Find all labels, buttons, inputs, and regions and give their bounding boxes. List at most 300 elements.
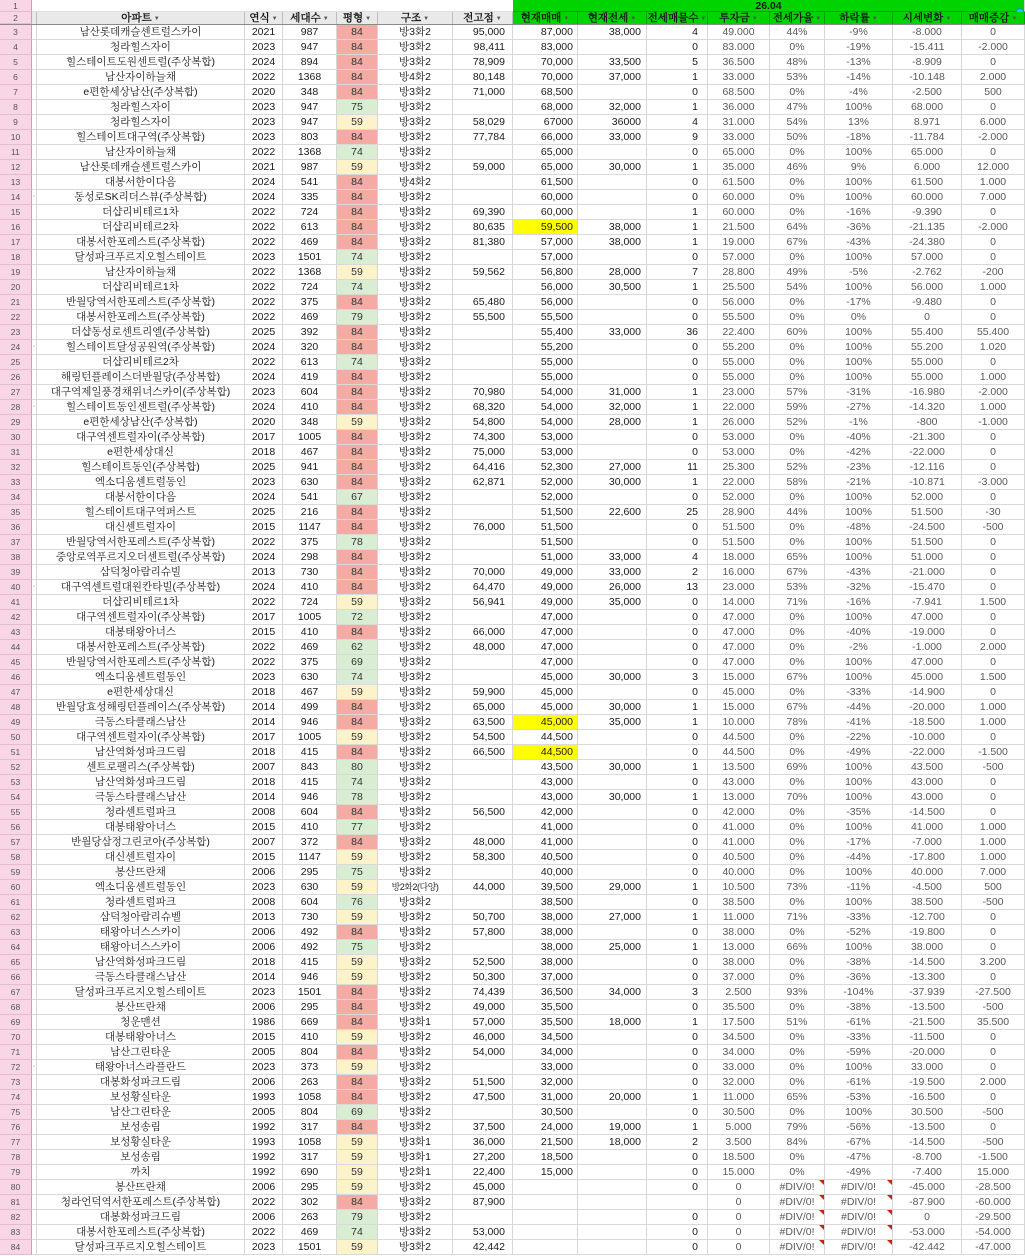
cell-drop-rate[interactable]: -4%: [825, 85, 893, 100]
cell-apartment[interactable]: 청라센트럴파크: [37, 895, 245, 910]
cell-apartment[interactable]: 대신센트럴자이: [37, 850, 245, 865]
cell-investment[interactable]: 0: [708, 1180, 770, 1195]
cell-current-sale[interactable]: 52,000: [513, 490, 578, 505]
cell-units[interactable]: 987: [283, 25, 337, 40]
cell-sale-delta[interactable]: 55.400: [962, 325, 1025, 340]
cell-sale-delta[interactable]: -1.500: [962, 1150, 1025, 1165]
cell-drop-rate[interactable]: -53%: [825, 1090, 893, 1105]
row-number[interactable]: 83: [0, 1225, 32, 1240]
cell-units[interactable]: 335: [283, 190, 337, 205]
cell-drop-rate[interactable]: 100%: [825, 790, 893, 805]
cell-jeonse-listings[interactable]: 0: [647, 370, 708, 385]
cell-size[interactable]: 84: [337, 55, 378, 70]
row-number[interactable]: 59: [0, 865, 32, 880]
cell-year[interactable]: 2024: [245, 175, 283, 190]
cell-current-jeonse[interactable]: 29,000: [578, 880, 647, 895]
cell-sale-delta[interactable]: 15.000: [962, 1165, 1025, 1180]
cell-price-change[interactable]: 47.000: [893, 655, 962, 670]
cell-size[interactable]: 84: [337, 1120, 378, 1135]
cell-drop-rate[interactable]: 100%: [825, 340, 893, 355]
cell-current-sale[interactable]: 51,500: [513, 535, 578, 550]
cell-price-change[interactable]: -9.480: [893, 295, 962, 310]
cell-sale-delta[interactable]: 0: [962, 295, 1025, 310]
cell-current-sale[interactable]: 51,000: [513, 550, 578, 565]
row-number[interactable]: 84: [0, 1240, 32, 1255]
row-number[interactable]: 32: [0, 460, 32, 475]
row-number[interactable]: 3: [0, 25, 32, 40]
cell-current-jeonse[interactable]: [578, 310, 647, 325]
row-number[interactable]: 54: [0, 790, 32, 805]
cell-investment[interactable]: 18.500: [708, 1150, 770, 1165]
cell-peak-price[interactable]: 63,500: [453, 715, 513, 730]
cell-peak-price[interactable]: 66,500: [453, 745, 513, 760]
cell-peak-price[interactable]: 76,000: [453, 520, 513, 535]
cell-structure[interactable]: 방3화2: [378, 565, 453, 580]
cell-price-change[interactable]: 55.000: [893, 370, 962, 385]
cell-peak-price[interactable]: [453, 865, 513, 880]
cell-sale-delta[interactable]: 12.000: [962, 160, 1025, 175]
cell-peak-price[interactable]: 56,500: [453, 805, 513, 820]
cell-jeonse-ratio[interactable]: 0%: [770, 655, 825, 670]
cell-current-jeonse[interactable]: 38,000: [578, 220, 647, 235]
cell-year[interactable]: 2015: [245, 625, 283, 640]
cell-sale-delta[interactable]: 0: [962, 790, 1025, 805]
cell-current-jeonse[interactable]: [578, 205, 647, 220]
cell-structure[interactable]: 방3화2: [378, 760, 453, 775]
cell-current-jeonse[interactable]: 33,000: [578, 130, 647, 145]
cell-current-sale[interactable]: 54,000: [513, 385, 578, 400]
cell-apartment[interactable]: e편한세상대신: [37, 445, 245, 460]
cell-investment[interactable]: 26.000: [708, 415, 770, 430]
cell-structure[interactable]: 방3화2: [378, 1210, 453, 1225]
cell-structure[interactable]: 방2화1: [378, 1165, 453, 1180]
cell-investment[interactable]: 40.000: [708, 865, 770, 880]
cell-units[interactable]: 392: [283, 325, 337, 340]
cell-current-sale[interactable]: 47,000: [513, 610, 578, 625]
cell-units[interactable]: 987: [283, 160, 337, 175]
row-number[interactable]: 34: [0, 490, 32, 505]
cell-size[interactable]: 84: [337, 835, 378, 850]
cell-sale-delta[interactable]: -500: [962, 760, 1025, 775]
cell-peak-price[interactable]: 58,029: [453, 115, 513, 130]
cell-structure[interactable]: 방3화2: [378, 115, 453, 130]
column-header-invest[interactable]: [708, 12, 770, 24]
row-number[interactable]: 38: [0, 550, 32, 565]
cell-investment[interactable]: 28.800: [708, 265, 770, 280]
cell-structure[interactable]: 방3화2: [378, 895, 453, 910]
column-header-ratio[interactable]: [770, 12, 825, 24]
cell-current-sale[interactable]: 53,000: [513, 445, 578, 460]
cell-jeonse-ratio[interactable]: 67%: [770, 670, 825, 685]
row-number[interactable]: 33: [0, 475, 32, 490]
cell-jeonse-ratio[interactable]: 48%: [770, 55, 825, 70]
cell-units[interactable]: 1005: [283, 730, 337, 745]
cell-size[interactable]: 84: [337, 805, 378, 820]
cell-size[interactable]: 74: [337, 250, 378, 265]
cell-current-jeonse[interactable]: [578, 250, 647, 265]
cell-units[interactable]: 804: [283, 1045, 337, 1060]
cell-investment[interactable]: 57.000: [708, 250, 770, 265]
cell-current-jeonse[interactable]: [578, 850, 647, 865]
cell-size[interactable]: 84: [337, 580, 378, 595]
cell-drop-rate[interactable]: -36%: [825, 970, 893, 985]
cell-apartment[interactable]: 대구역제일풍경채위너스카이(주상복합): [37, 385, 245, 400]
cell-drop-rate[interactable]: -61%: [825, 1015, 893, 1030]
cell-peak-price[interactable]: 87,900: [453, 1195, 513, 1210]
cell-apartment[interactable]: 보성송림: [37, 1120, 245, 1135]
cell-peak-price[interactable]: [453, 175, 513, 190]
cell-current-jeonse[interactable]: [578, 685, 647, 700]
cell-drop-rate[interactable]: -33%: [825, 910, 893, 925]
cell-drop-rate[interactable]: 100%: [825, 175, 893, 190]
cell-investment[interactable]: 32.000: [708, 1075, 770, 1090]
cell-investment[interactable]: 28.900: [708, 505, 770, 520]
cell-apartment[interactable]: 더샵동성로센트리엘(주상복합): [37, 325, 245, 340]
cell-peak-price[interactable]: 77,784: [453, 130, 513, 145]
cell-jeonse-ratio[interactable]: #DIV/0!: [770, 1180, 825, 1195]
row-number[interactable]: 22: [0, 310, 32, 325]
cell-current-jeonse[interactable]: [578, 730, 647, 745]
cell-structure[interactable]: 방3화2: [378, 1225, 453, 1240]
cell-year[interactable]: 2024: [245, 370, 283, 385]
cell-structure[interactable]: 방4화2: [378, 70, 453, 85]
row-number[interactable]: 24: [0, 340, 32, 355]
cell-investment[interactable]: 45.000: [708, 685, 770, 700]
cell-jeonse-listings[interactable]: 0: [647, 145, 708, 160]
cell-structure[interactable]: 방3화2: [378, 520, 453, 535]
cell-jeonse-listings[interactable]: 0: [647, 1225, 708, 1240]
cell-price-change[interactable]: -13.300: [893, 970, 962, 985]
cell-price-change[interactable]: 55.000: [893, 355, 962, 370]
cell-jeonse-listings[interactable]: 1: [647, 880, 708, 895]
cell-apartment[interactable]: 달성파크푸르지오힐스테이트: [37, 250, 245, 265]
filter-dropdown-icon[interactable]: ▼: [1011, 16, 1018, 22]
cell-jeonse-listings[interactable]: 1: [647, 385, 708, 400]
cell-price-change[interactable]: -45.000: [893, 1180, 962, 1195]
cell-jeonse-ratio[interactable]: 0%: [770, 1045, 825, 1060]
cell-structure[interactable]: 방3화2: [378, 370, 453, 385]
cell-jeonse-listings[interactable]: 9: [647, 130, 708, 145]
cell-price-change[interactable]: -24.380: [893, 235, 962, 250]
cell-current-sale[interactable]: 35,500: [513, 1000, 578, 1015]
cell-current-jeonse[interactable]: [578, 445, 647, 460]
cell-price-change[interactable]: 0: [893, 310, 962, 325]
cell-price-change[interactable]: -21.000: [893, 565, 962, 580]
cell-units[interactable]: 630: [283, 880, 337, 895]
cell-sale-delta[interactable]: 0: [962, 775, 1025, 790]
cell-size[interactable]: 59: [337, 730, 378, 745]
cell-year[interactable]: 2005: [245, 1105, 283, 1120]
cell-jeonse-ratio[interactable]: 0%: [770, 1000, 825, 1015]
cell-sale-delta[interactable]: 0: [962, 25, 1025, 40]
cell-price-change[interactable]: 30.500: [893, 1105, 962, 1120]
cell-drop-rate[interactable]: -5%: [825, 265, 893, 280]
cell-units[interactable]: 467: [283, 445, 337, 460]
cell-sale-delta[interactable]: 0: [962, 205, 1025, 220]
cell-current-sale[interactable]: 43,000: [513, 790, 578, 805]
cell-drop-rate[interactable]: -17%: [825, 835, 893, 850]
cell-jeonse-ratio[interactable]: 0%: [770, 1030, 825, 1045]
cell-current-jeonse[interactable]: [578, 865, 647, 880]
cell-price-change[interactable]: 51.500: [893, 535, 962, 550]
cell-size[interactable]: 84: [337, 325, 378, 340]
cell-investment[interactable]: 30.500: [708, 1105, 770, 1120]
cell-current-jeonse[interactable]: [578, 1075, 647, 1090]
cell-units[interactable]: 216: [283, 505, 337, 520]
cell-apartment[interactable]: 더샵리비테르1차: [37, 205, 245, 220]
cell-investment[interactable]: 33.000: [708, 1060, 770, 1075]
cell-units[interactable]: 410: [283, 400, 337, 415]
cell-current-jeonse[interactable]: 36000: [578, 115, 647, 130]
cell-current-jeonse[interactable]: 18,000: [578, 1015, 647, 1030]
cell-investment[interactable]: 44.500: [708, 745, 770, 760]
row-number[interactable]: 1: [0, 0, 32, 12]
cell-structure[interactable]: 방3화2: [378, 280, 453, 295]
row-number[interactable]: 18: [0, 250, 32, 265]
cell-sale-delta[interactable]: 1.000: [962, 835, 1025, 850]
cell-structure[interactable]: 방3화2: [378, 235, 453, 250]
row-number[interactable]: 39: [0, 565, 32, 580]
cell-sale-delta[interactable]: 0: [962, 940, 1025, 955]
cell-year[interactable]: 2015: [245, 850, 283, 865]
row-number[interactable]: 9: [0, 115, 32, 130]
cell-peak-price[interactable]: 59,562: [453, 265, 513, 280]
cell-peak-price[interactable]: 42,442: [453, 1240, 513, 1255]
cell-peak-price[interactable]: [453, 550, 513, 565]
cell-year[interactable]: 2024: [245, 490, 283, 505]
row-number[interactable]: 2: [0, 12, 32, 24]
cell-structure[interactable]: 방3화2: [378, 430, 453, 445]
cell-price-change[interactable]: 8.971: [893, 115, 962, 130]
cell-apartment[interactable]: 더샵리비테르2차: [37, 220, 245, 235]
cell-peak-price[interactable]: 22,400: [453, 1165, 513, 1180]
cell-peak-price[interactable]: 80,148: [453, 70, 513, 85]
cell-jeonse-listings[interactable]: 1: [647, 100, 708, 115]
cell-size[interactable]: 74: [337, 775, 378, 790]
cell-structure[interactable]: 방3화2: [378, 445, 453, 460]
cell-investment[interactable]: 55.000: [708, 355, 770, 370]
cell-structure[interactable]: 방3화2: [378, 460, 453, 475]
cell-units[interactable]: 804: [283, 1105, 337, 1120]
cell-price-change[interactable]: 38.500: [893, 895, 962, 910]
cell-price-change[interactable]: 38.000: [893, 940, 962, 955]
cell-investment[interactable]: 0: [708, 1240, 770, 1255]
cell-jeonse-ratio[interactable]: 0%: [770, 40, 825, 55]
cell-sale-delta[interactable]: -27.500: [962, 985, 1025, 1000]
cell-jeonse-listings[interactable]: 1: [647, 160, 708, 175]
row-number[interactable]: 8: [0, 100, 32, 115]
cell-apartment[interactable]: 달성파크푸르지오힐스테이트: [37, 1240, 245, 1255]
cell-price-change[interactable]: 33.000: [893, 1060, 962, 1075]
cell-price-change[interactable]: -10.148: [893, 70, 962, 85]
row-number[interactable]: 72: [0, 1060, 32, 1075]
cell-investment[interactable]: 14.000: [708, 595, 770, 610]
cell-current-jeonse[interactable]: [578, 955, 647, 970]
cell-current-sale[interactable]: 56,800: [513, 265, 578, 280]
cell-units[interactable]: 1501: [283, 250, 337, 265]
cell-price-change[interactable]: -22.000: [893, 445, 962, 460]
cell-jeonse-ratio[interactable]: 57%: [770, 385, 825, 400]
cell-price-change[interactable]: -20.000: [893, 700, 962, 715]
cell-drop-rate[interactable]: -49%: [825, 1165, 893, 1180]
cell-jeonse-listings[interactable]: 0: [647, 850, 708, 865]
cell-sale-delta[interactable]: 0: [962, 610, 1025, 625]
cell-year[interactable]: 2006: [245, 1000, 283, 1015]
cell-year[interactable]: 2007: [245, 760, 283, 775]
cell-sale-delta[interactable]: 3.200: [962, 955, 1025, 970]
cell-year[interactable]: 2014: [245, 700, 283, 715]
cell-current-sale[interactable]: 33,000: [513, 1060, 578, 1075]
cell-current-sale[interactable]: 41,000: [513, 820, 578, 835]
cell-jeonse-listings[interactable]: 0: [647, 655, 708, 670]
cell-investment[interactable]: 33.000: [708, 130, 770, 145]
cell-structure[interactable]: 방3화2: [378, 475, 453, 490]
row-number[interactable]: 47: [0, 685, 32, 700]
cell-current-jeonse[interactable]: 18,000: [578, 1135, 647, 1150]
cell-size[interactable]: 59: [337, 970, 378, 985]
row-number[interactable]: 30: [0, 430, 32, 445]
cell-price-change[interactable]: -7.400: [893, 1165, 962, 1180]
cell-jeonse-listings[interactable]: 0: [647, 310, 708, 325]
cell-jeonse-ratio[interactable]: 46%: [770, 160, 825, 175]
cell-size[interactable]: 84: [337, 475, 378, 490]
cell-apartment[interactable]: 남산역화성파크드림: [37, 745, 245, 760]
filter-dropdown-icon[interactable]: ▼: [365, 16, 372, 22]
cell-jeonse-ratio[interactable]: 66%: [770, 940, 825, 955]
cell-units[interactable]: 348: [283, 415, 337, 430]
cell-investment[interactable]: 3.500: [708, 1135, 770, 1150]
cell-jeonse-listings[interactable]: 0: [647, 340, 708, 355]
cell-sale-delta[interactable]: -1.000: [962, 415, 1025, 430]
cell-sale-delta[interactable]: 35.500: [962, 1015, 1025, 1030]
cell-current-jeonse[interactable]: 30,500: [578, 280, 647, 295]
cell-investment[interactable]: 18.000: [708, 550, 770, 565]
cell-units[interactable]: 1058: [283, 1135, 337, 1150]
cell-price-change[interactable]: -8.000: [893, 25, 962, 40]
cell-jeonse-listings[interactable]: 0: [647, 175, 708, 190]
cell-structure[interactable]: 방3화2: [378, 220, 453, 235]
row-number[interactable]: 82: [0, 1210, 32, 1225]
cell-price-change[interactable]: 47.000: [893, 610, 962, 625]
cell-drop-rate[interactable]: 100%: [825, 280, 893, 295]
cell-structure[interactable]: 방3화2: [378, 685, 453, 700]
cell-jeonse-listings[interactable]: 1: [647, 910, 708, 925]
cell-current-sale[interactable]: 55,000: [513, 370, 578, 385]
cell-size[interactable]: 84: [337, 565, 378, 580]
cell-current-jeonse[interactable]: 20,000: [578, 1090, 647, 1105]
cell-size[interactable]: 84: [337, 505, 378, 520]
cell-jeonse-ratio[interactable]: 0%: [770, 775, 825, 790]
cell-current-sale[interactable]: 38,000: [513, 955, 578, 970]
cell-price-change[interactable]: 43.500: [893, 760, 962, 775]
cell-drop-rate[interactable]: #DIV/0!: [825, 1180, 893, 1195]
row-number[interactable]: 11: [0, 145, 32, 160]
cell-jeonse-listings[interactable]: 1: [647, 940, 708, 955]
cell-current-sale[interactable]: 34,500: [513, 1030, 578, 1045]
cell-investment[interactable]: 10.500: [708, 880, 770, 895]
column-header-structure[interactable]: [378, 12, 453, 24]
cell-jeonse-ratio[interactable]: 0%: [770, 730, 825, 745]
cell-current-sale[interactable]: 52,000: [513, 475, 578, 490]
cell-units[interactable]: 894: [283, 55, 337, 70]
cell-peak-price[interactable]: 50,700: [453, 910, 513, 925]
cell-sale-delta[interactable]: 0: [962, 550, 1025, 565]
cell-apartment[interactable]: 반월당효성해링턴플레이스(주상복합): [37, 700, 245, 715]
cell-structure[interactable]: 방3화2: [378, 40, 453, 55]
cell-jeonse-listings[interactable]: 36: [647, 325, 708, 340]
cell-current-sale[interactable]: [513, 1225, 578, 1240]
gutter-cell[interactable]: ·: [32, 400, 37, 415]
cell-peak-price[interactable]: 66,000: [453, 625, 513, 640]
cell-units[interactable]: 317: [283, 1120, 337, 1135]
row-number[interactable]: 80: [0, 1180, 32, 1195]
cell-jeonse-ratio[interactable]: 52%: [770, 460, 825, 475]
cell-investment[interactable]: 36.500: [708, 55, 770, 70]
cell-size[interactable]: 59: [337, 1150, 378, 1165]
cell-apartment[interactable]: 힐스테이트대구역(주상복합): [37, 130, 245, 145]
cell-peak-price[interactable]: 95,000: [453, 25, 513, 40]
cell-investment[interactable]: 38.500: [708, 895, 770, 910]
cell-current-sale[interactable]: 44,500: [513, 730, 578, 745]
row-number[interactable]: 63: [0, 925, 32, 940]
cell-apartment[interactable]: 달성파크푸르지오힐스테이트: [37, 985, 245, 1000]
cell-year[interactable]: 2023: [245, 130, 283, 145]
cell-price-change[interactable]: -37.939: [893, 985, 962, 1000]
cell-current-sale[interactable]: 47,000: [513, 640, 578, 655]
cell-year[interactable]: 2022: [245, 235, 283, 250]
cell-jeonse-listings[interactable]: 0: [647, 355, 708, 370]
cell-current-jeonse[interactable]: [578, 820, 647, 835]
cell-year[interactable]: 2013: [245, 910, 283, 925]
cell-current-sale[interactable]: [513, 1180, 578, 1195]
cell-structure[interactable]: 방3화2: [378, 1240, 453, 1255]
cell-drop-rate[interactable]: 100%: [825, 1105, 893, 1120]
cell-current-jeonse[interactable]: 38,000: [578, 235, 647, 250]
cell-price-change[interactable]: -15.470: [893, 580, 962, 595]
cell-sale-delta[interactable]: 0: [962, 55, 1025, 70]
cell-units[interactable]: 724: [283, 595, 337, 610]
cell-jeonse-ratio[interactable]: 44%: [770, 25, 825, 40]
cell-peak-price[interactable]: 46,000: [453, 1030, 513, 1045]
filter-dropdown-icon[interactable]: ▼: [630, 16, 637, 22]
period-cell[interactable]: 26.04: [513, 0, 1025, 12]
cell-price-change[interactable]: -10.871: [893, 475, 962, 490]
row-number[interactable]: 71: [0, 1045, 32, 1060]
cell-year[interactable]: 2022: [245, 205, 283, 220]
cell-investment[interactable]: 33.000: [708, 70, 770, 85]
cell-jeonse-ratio[interactable]: 65%: [770, 1090, 825, 1105]
cell-units[interactable]: 1501: [283, 1240, 337, 1255]
cell-jeonse-ratio[interactable]: 0%: [770, 355, 825, 370]
cell-current-jeonse[interactable]: [578, 1060, 647, 1075]
cell-year[interactable]: 2023: [245, 670, 283, 685]
filter-dropdown-icon[interactable]: ▼: [271, 16, 278, 22]
cell-apartment[interactable]: 대구역센트럴자이(주상복합): [37, 610, 245, 625]
cell-year[interactable]: 2020: [245, 415, 283, 430]
cell-sale-delta[interactable]: 0: [962, 535, 1025, 550]
cell-units[interactable]: 410: [283, 820, 337, 835]
filter-dropdown-icon[interactable]: ▼: [495, 16, 502, 22]
cell-investment[interactable]: 47.000: [708, 640, 770, 655]
cell-jeonse-ratio[interactable]: 0%: [770, 535, 825, 550]
cell-peak-price[interactable]: 74,439: [453, 985, 513, 1000]
cell-drop-rate[interactable]: -13%: [825, 55, 893, 70]
cell-sale-delta[interactable]: -47.000: [962, 1240, 1025, 1255]
cell-sale-delta[interactable]: 0: [962, 145, 1025, 160]
cell-current-jeonse[interactable]: [578, 1045, 647, 1060]
cell-year[interactable]: 2022: [245, 1195, 283, 1210]
cell-jeonse-ratio[interactable]: 0%: [770, 820, 825, 835]
